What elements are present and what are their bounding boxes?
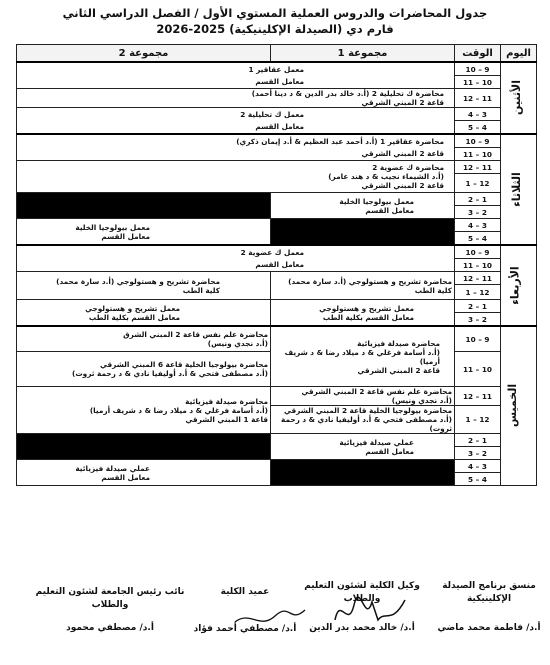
lab-cell: معمل ك تحليلية 2 معامل القسم xyxy=(17,108,455,135)
table-row xyxy=(17,108,537,121)
signature-vice-president: نائب رئيس الجامعة لشئون التعليم والطلاب أ.د/ مصطفي محمود xyxy=(35,587,185,633)
time-cell: 11 – 12 xyxy=(455,272,501,285)
col-header-time: الوقت xyxy=(455,45,501,63)
lecture-cell: محاضرة بيولوجيا الخلية قاعة 6 المبني الشرقي (أ.د مصطفى فتحي & أ.د أوليفيا نادي & د رحمة ثروت) xyxy=(17,352,271,387)
time-cell: 11 – 12 xyxy=(455,161,501,174)
lab-cell: معمل تشريح و هستولوجي معامل القسم بكلية الطب xyxy=(271,300,455,327)
empty-slot xyxy=(271,460,455,486)
lab-cell: عملي صيدلة فيزيائية معامل القسم xyxy=(271,434,455,460)
handwritten-signature-dean xyxy=(230,602,310,632)
col-header-day: اليوم xyxy=(501,45,537,63)
handwritten-signature-vice-dean xyxy=(330,590,410,630)
page-subtitle: فارم دي (الصيدلة الإكلينيكية) 2025-2026 xyxy=(156,22,394,36)
time-cell: 10 – 11 xyxy=(455,352,501,387)
table-row xyxy=(17,193,537,206)
schedule-table xyxy=(16,44,537,486)
time-cell: 12 – 1 xyxy=(455,174,501,193)
time-cell: 3 – 4 xyxy=(455,108,501,121)
lab-cell: معمل بيولوجيا الخلية معامل القسم xyxy=(271,193,455,219)
lecture-cell: محاضرة ك تحليلية 2 (أ.د خالد بدر الدين & د دينا أحمد) قاعة 2 المبني الشرقي xyxy=(17,89,455,108)
day-thursday: الخميس xyxy=(501,326,537,486)
time-cell: 3 – 4 xyxy=(455,219,501,232)
time-cell: 1 – 2 xyxy=(455,300,501,313)
signature-coordinator: منسق برنامج الصيدلة الإكلينيكية أ.د/ فاطمة محمد ماضي xyxy=(437,581,541,633)
day-monday: الأثنين xyxy=(501,62,537,134)
lab-cell: عملي صيدلة فيزيائية معامل القسم xyxy=(17,460,271,486)
table-row xyxy=(17,434,537,447)
time-cell: 12 – 1 xyxy=(455,285,501,300)
table-row xyxy=(17,134,537,148)
time-cell: 10 – 11 xyxy=(455,76,501,89)
lecture-cell: محاضرة صيدلة فيزيائية (أ.د أسامة فرغلي & د ميلاد رضا & د شريف أرميا) قاعة 2 المبني الشرقي xyxy=(271,326,455,387)
time-cell: 3 – 4 xyxy=(455,460,501,473)
signature-vice-dean: وكيل الكلية لشئون التعليم والطلاب أ.د/ خالد محمد بدر الدين xyxy=(304,581,420,633)
lecture-cell: محاضرة عقاقير 1 (أ.د أحمد عبد العظيم & أ.د إيمان ذكري) قاعة 2 المبني الشرقي xyxy=(17,134,455,161)
lab-cell: معمل عقاقير 1 معامل القسم xyxy=(17,62,455,89)
lecture-cell: محاضرة تشريح و هستولوجي (أ.د سارة محمد) كلية الطب xyxy=(17,272,271,300)
table-row xyxy=(17,89,537,108)
time-cell: 2 – 3 xyxy=(455,206,501,219)
table-row xyxy=(17,161,537,174)
col-header-group2: مجموعة 2 xyxy=(17,45,271,63)
time-cell: 10 – 11 xyxy=(455,259,501,272)
time-cell: 9 – 10 xyxy=(455,134,501,148)
empty-slot xyxy=(17,193,271,219)
time-cell: 10 – 11 xyxy=(455,148,501,161)
lecture-cell: محاضرة علم نفس قاعة 2 المبني الشرقي (أ.د نجدي ونيس) xyxy=(271,387,455,406)
header-row xyxy=(17,45,537,63)
signature-dean: عميد الكلية أ.د/ مصطفي أحمد فؤاد xyxy=(193,587,297,634)
col-header-group1: مجموعة 1 xyxy=(271,45,455,63)
time-cell: 11 – 12 xyxy=(455,89,501,108)
table-row xyxy=(17,62,537,76)
table-row xyxy=(17,219,537,232)
time-cell: 9 – 10 xyxy=(455,326,501,352)
table-row xyxy=(17,272,537,285)
table-row xyxy=(17,460,537,473)
time-cell: 4 – 5 xyxy=(455,121,501,135)
empty-slot xyxy=(17,434,271,460)
page-title: جدول المحاضرات والدروس العملية المستوي الأول / الفصل الدراسي الثاني xyxy=(62,6,488,20)
lab-cell: معمل ك عضوية 2 معامل القسم xyxy=(17,245,455,272)
lecture-cell: محاضرة علم نفس قاعة 2 المبني الشرق (أ.د نجدي ونيس) xyxy=(17,326,271,352)
time-cell: 1 – 2 xyxy=(455,193,501,206)
time-cell: 1 – 2 xyxy=(455,434,501,447)
table-row xyxy=(17,300,537,313)
lab-cell: معمل بيولوجيا الخلية معامل القسم xyxy=(17,219,271,246)
empty-slot xyxy=(271,219,455,246)
time-cell: 2 – 3 xyxy=(455,313,501,327)
lecture-cell: محاضرة بيولوجيا الخلية قاعة 2 المبني الشرقي (أ.د مصطفى فتحي & أ.د أوليفيا نادي & د رحمة ثروت) xyxy=(271,406,455,434)
signatures-block xyxy=(0,580,550,660)
lecture-cell: محاضرة ك عضوية 2 (أ.د الشيماء نجيب & د هند عامر) قاعة 2 المبني الشرقي xyxy=(17,161,455,193)
time-cell: 4 – 5 xyxy=(455,473,501,486)
lecture-cell: محاضرة صيدلة فيزيائية (أ.د أسامة فرغلي & د ميلاد رضا & د شريف أرميا) قاعة 1 المبني الشرقي xyxy=(17,387,271,434)
time-cell: 9 – 10 xyxy=(455,245,501,259)
table-row xyxy=(17,326,537,352)
day-tuesday: الثلاثاء xyxy=(501,134,537,245)
lecture-cell: محاضرة تشريح و هستولوجي (أ.د سارة محمد) كلية الطب xyxy=(271,272,455,300)
table-row xyxy=(17,387,537,406)
time-cell: 12 – 1 xyxy=(455,406,501,434)
time-cell: 9 – 10 xyxy=(455,62,501,76)
table-row xyxy=(17,245,537,259)
time-cell: 11 – 12 xyxy=(455,387,501,406)
lab-cell: معمل تشريح و هستولوجي معامل القسم بكلية الطب xyxy=(17,300,271,327)
day-wednesday: الأربعاء xyxy=(501,245,537,326)
time-cell: 4 – 5 xyxy=(455,232,501,246)
time-cell: 2 – 3 xyxy=(455,447,501,460)
